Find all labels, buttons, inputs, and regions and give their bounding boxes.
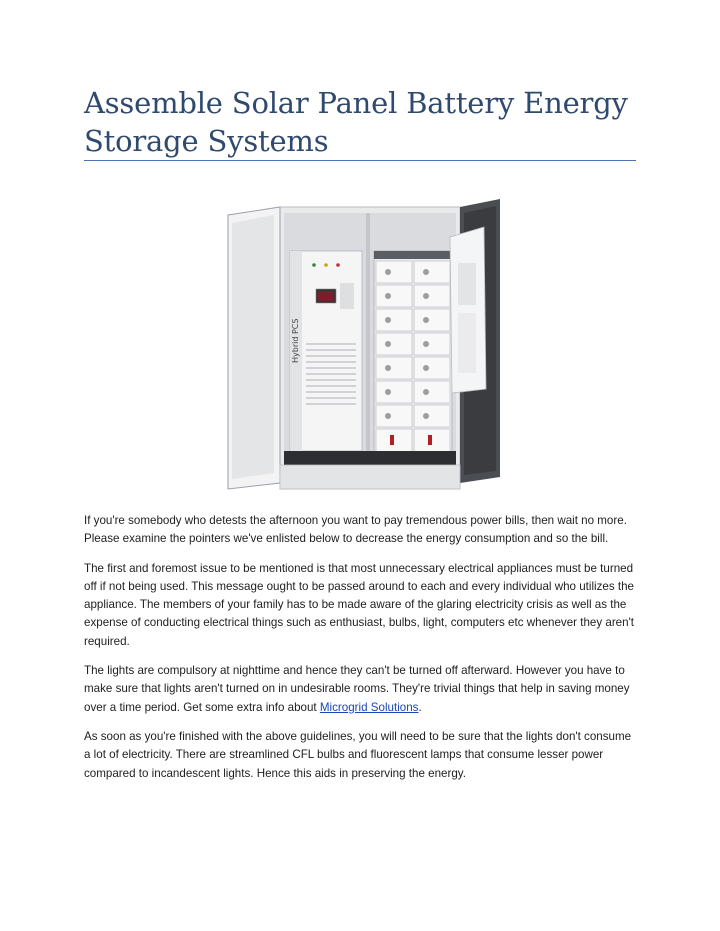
microgrid-solutions-link[interactable]: Microgrid Solutions: [319, 700, 419, 714]
page-title: Assemble Solar Panel Battery Energy Storage Systems: [84, 86, 628, 158]
title-underline: [84, 160, 636, 161]
paragraph-1: If you're somebody who detests the afternoon you want to pay tremendous power bills, then wait no more. Please examine the pointers we've enlisted below to decrease the energy consumption and so the bill.: [84, 514, 627, 546]
battery-storage-cabinet-image: [222, 193, 504, 493]
paragraph-2: The first and foremost issue to be mentioned is that most unnecessary electrical appliances must be turned off if not being used. This message ought to be passed around to each and every individual who utilizes the appliance. The members of your family has to be made aware of the glaring electricity crisis as well as the expense of conducting electrical things such as enthusiast, bulbs, light, computers etc whenever they aren't required.: [84, 561, 635, 648]
paragraph-3: [84, 662, 640, 717]
paragraph-3-text: The lights are compulsory at nighttime and hence they can't be turned off afterward. However you have to make sure that lights aren't turned on in undesirable rooms. They're trivial things that help in saving money over a time period. Get some extra info about: [84, 664, 630, 714]
paragraph-3-end: .: [418, 700, 422, 714]
cabinet-label-text: Hybrid PCS: [291, 318, 300, 363]
article-body: [84, 512, 640, 794]
paragraph-4: As soon as you're finished with the above guidelines, you will need to be sure that the lights don't consume a lot of electricity. There are streamlined CFL bulbs and fluorescent lamps that consume lesser power compared to incandescent lights. Hence this aids in preserving the energy.: [84, 729, 632, 780]
